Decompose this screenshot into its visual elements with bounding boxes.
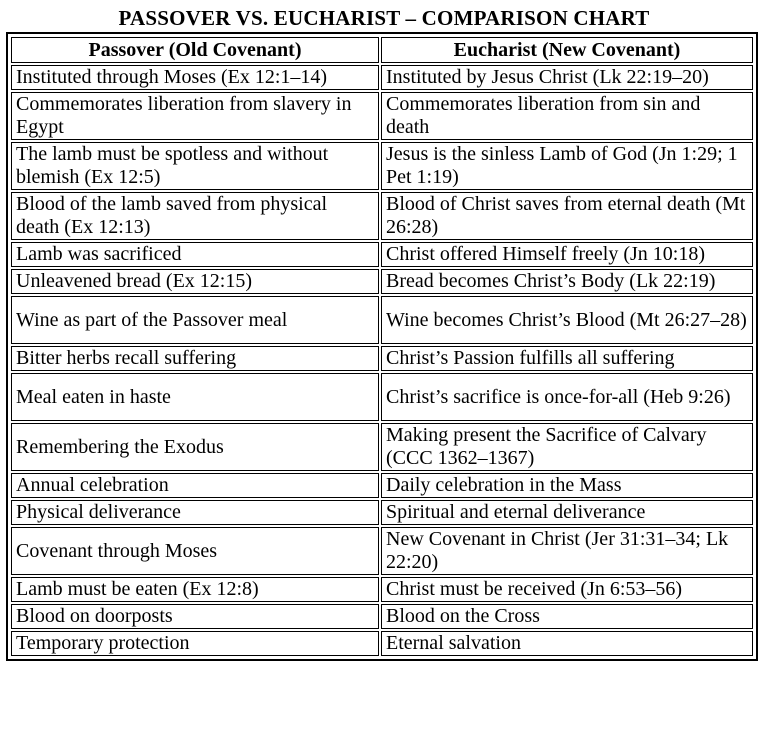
- table-row: [11, 242, 753, 267]
- table-row: [11, 373, 753, 421]
- table-row: [11, 631, 753, 656]
- passover-cell: Bitter herbs recall suffering: [11, 346, 379, 371]
- header-eucharist: Eucharist (New Covenant): [381, 37, 753, 63]
- table-row: [11, 577, 753, 602]
- passover-cell: Commemorates liberation from slavery in Egypt: [11, 92, 379, 140]
- eucharist-cell: Commemorates liberation from sin and death: [381, 92, 753, 140]
- passover-cell: Blood on doorposts: [11, 604, 379, 629]
- eucharist-cell: Eternal salvation: [381, 631, 753, 656]
- table-row: [11, 500, 753, 525]
- table-row: [11, 92, 753, 140]
- eucharist-cell: Bread becomes Christ’s Body (Lk 22:19): [381, 269, 753, 294]
- passover-cell: Covenant through Moses: [11, 527, 379, 575]
- table-row: [11, 423, 753, 471]
- table-row: [11, 296, 753, 344]
- passover-cell: Lamb must be eaten (Ex 12:8): [11, 577, 379, 602]
- passover-cell: Meal eaten in haste: [11, 373, 379, 421]
- eucharist-cell: Christ must be received (Jn 6:53–56): [381, 577, 753, 602]
- passover-cell: Wine as part of the Passover meal: [11, 296, 379, 344]
- eucharist-cell: Spiritual and eternal deliverance: [381, 500, 753, 525]
- table-body: [11, 65, 753, 656]
- table-row: [11, 65, 753, 90]
- passover-cell: Annual celebration: [11, 473, 379, 498]
- table-row: [11, 192, 753, 240]
- table-row: [11, 346, 753, 371]
- passover-cell: Unleavened bread (Ex 12:15): [11, 269, 379, 294]
- comparison-table-frame: [6, 32, 758, 661]
- table-row: [11, 604, 753, 629]
- passover-cell: Instituted through Moses (Ex 12:1–14): [11, 65, 379, 90]
- eucharist-cell: Daily celebration in the Mass: [381, 473, 753, 498]
- passover-cell: Temporary protection: [11, 631, 379, 656]
- eucharist-cell: Making present the Sacrifice of Calvary (CCC 1362–1367): [381, 423, 753, 471]
- header-passover: Passover (Old Covenant): [11, 37, 379, 63]
- passover-cell: Blood of the lamb saved from physical death (Ex 12:13): [11, 192, 379, 240]
- table-row: [11, 142, 753, 190]
- passover-cell: Lamb was sacrificed: [11, 242, 379, 267]
- passover-cell: The lamb must be spotless and without blemish (Ex 12:5): [11, 142, 379, 190]
- passover-cell: Remembering the Exodus: [11, 423, 379, 471]
- table-row: [11, 473, 753, 498]
- eucharist-cell: Instituted by Jesus Christ (Lk 22:19–20): [381, 65, 753, 90]
- header-row: [11, 37, 753, 63]
- table-row: [11, 269, 753, 294]
- eucharist-cell: Jesus is the sinless Lamb of God (Jn 1:29; 1 Pet 1:19): [381, 142, 753, 190]
- eucharist-cell: Christ offered Himself freely (Jn 10:18): [381, 242, 753, 267]
- chart-title: PASSOVER VS. EUCHARIST – COMPARISON CHART: [118, 6, 650, 30]
- table-row: [11, 527, 753, 575]
- eucharist-cell: Christ’s sacrifice is once-for-all (Heb 9:26): [381, 373, 753, 421]
- passover-cell: Physical deliverance: [11, 500, 379, 525]
- eucharist-cell: Christ’s Passion fulfills all suffering: [381, 346, 753, 371]
- eucharist-cell: Wine becomes Christ’s Blood (Mt 26:27–28): [381, 296, 753, 344]
- eucharist-cell: Blood of Christ saves from eternal death (Mt 26:28): [381, 192, 753, 240]
- eucharist-cell: New Covenant in Christ (Jer 31:31–34; Lk 22:20): [381, 527, 753, 575]
- comparison-table: [9, 35, 755, 658]
- eucharist-cell: Blood on the Cross: [381, 604, 753, 629]
